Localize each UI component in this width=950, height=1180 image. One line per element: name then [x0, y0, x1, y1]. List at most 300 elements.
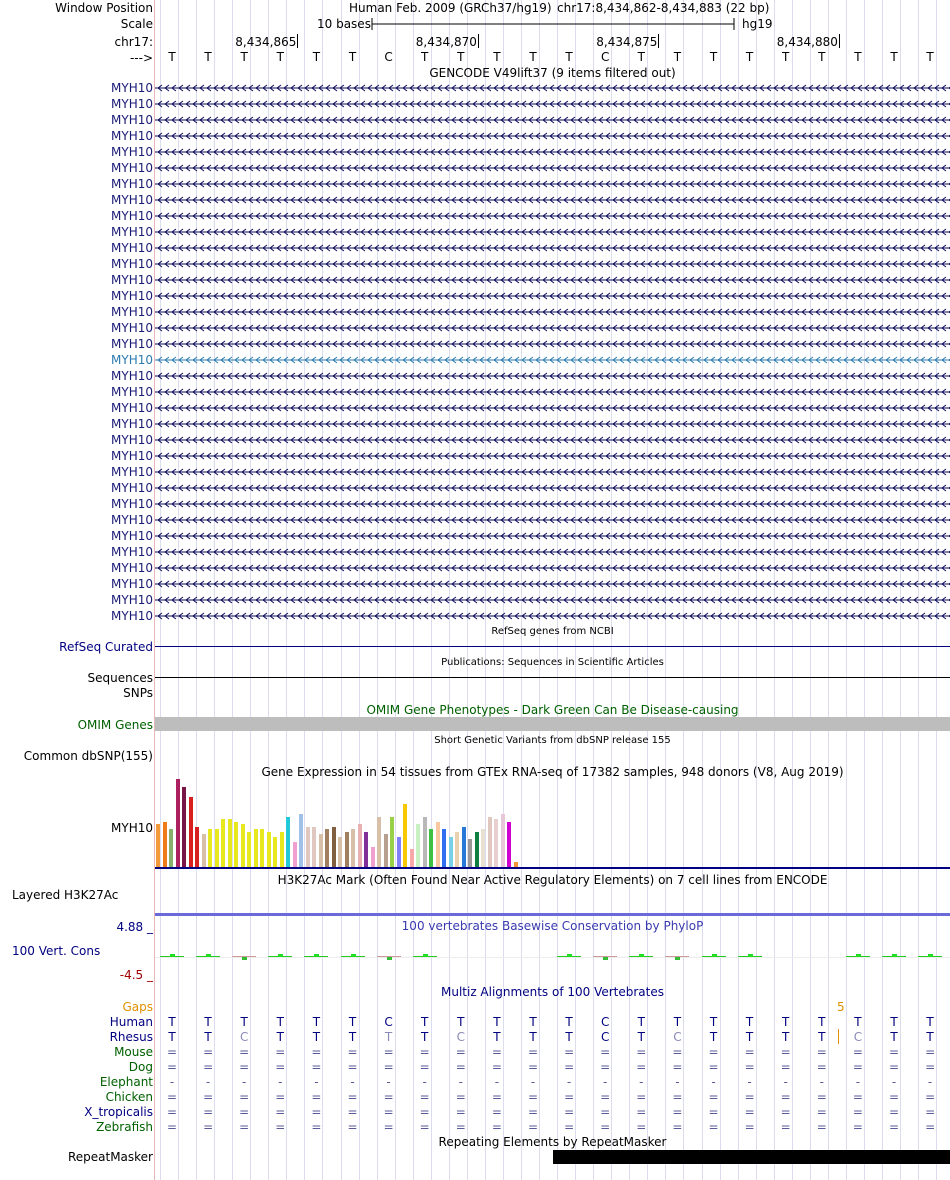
gtex-bar[interactable]: [384, 834, 388, 867]
gene-label[interactable]: MYH10: [111, 609, 153, 623]
gene-row[interactable]: [155, 248, 950, 250]
gene-label[interactable]: MYH10: [111, 497, 153, 511]
grid-line: [359, 0, 360, 1180]
base-letter: C: [600, 50, 610, 64]
gene-strand-chevrons: [155, 515, 950, 526]
gtex-chart[interactable]: [155, 776, 555, 867]
alignment-base: =: [166, 1120, 178, 1134]
grid-line: [611, 0, 612, 1180]
alignment-base: =: [275, 1045, 286, 1059]
grid-line: [900, 0, 901, 1180]
gtex-bar[interactable]: [319, 834, 323, 867]
base-letter: T: [421, 50, 429, 64]
gtex-bar[interactable]: [234, 822, 238, 867]
grid-line: [774, 0, 775, 1180]
grid-line: [575, 0, 576, 1180]
alignment-base: T: [637, 1030, 645, 1044]
alignment-base: -: [169, 1075, 175, 1089]
gtex-label[interactable]: MYH10: [111, 821, 153, 835]
gene-row[interactable]: [155, 88, 950, 90]
gtex-bar[interactable]: [351, 829, 355, 867]
phylop-mark: [675, 957, 680, 960]
alignment-base: =: [672, 1120, 683, 1134]
grid-line: [557, 0, 558, 1180]
alignment-base: =: [816, 1105, 827, 1119]
grid-line: [683, 0, 684, 1180]
alignment-base: T: [312, 1015, 321, 1029]
species-label[interactable]: Mouse: [114, 1045, 153, 1059]
gene-label[interactable]: MYH10: [111, 289, 153, 303]
species-label[interactable]: Rhesus: [109, 1030, 153, 1044]
species-label[interactable]: Zebrafish: [96, 1120, 153, 1134]
alignment-base: T: [384, 1030, 393, 1044]
phylop-title[interactable]: 100 vertebrates Basewise Conservation by PhyloP: [401, 919, 704, 933]
gtex-bar[interactable]: [293, 842, 297, 867]
gene-row[interactable]: [155, 616, 950, 618]
gene-row[interactable]: [155, 424, 950, 426]
alignment-base: =: [491, 1105, 502, 1119]
alignment-base: =: [708, 1120, 719, 1134]
gene-label[interactable]: MYH10: [111, 433, 153, 447]
grid-line: [341, 0, 342, 1180]
base-letter: T: [673, 50, 682, 64]
alignment-base: C: [384, 1015, 393, 1029]
gene-row[interactable]: [155, 408, 950, 410]
species-label[interactable]: Human: [109, 1015, 153, 1029]
h3k27ac-label[interactable]: Layered H3K27Ac: [12, 888, 119, 902]
base-letter: T: [240, 50, 248, 64]
alignment-base: =: [527, 1090, 539, 1104]
gene-label[interactable]: MYH10: [111, 209, 153, 223]
alignment-base: -: [458, 1075, 463, 1089]
alignment-base: =: [203, 1045, 214, 1059]
alignment-base: T: [529, 1030, 537, 1044]
alignment-base: =: [455, 1090, 466, 1104]
coord-label: 8,434,865: [235, 35, 297, 49]
grid-line: [250, 0, 251, 1180]
coord-label: 8,434,870: [415, 35, 477, 49]
repeatmasker-element[interactable]: [553, 1150, 950, 1164]
refseq-title[interactable]: RefSeq genes from NCBI: [491, 626, 614, 637]
gtex-bar[interactable]: [397, 837, 401, 867]
gene-row[interactable]: [155, 264, 950, 266]
gene-row[interactable]: [155, 472, 950, 474]
alignment-base: T: [493, 1015, 501, 1029]
gtex-bar[interactable]: [195, 827, 199, 867]
gtex-bar[interactable]: [338, 837, 342, 867]
gene-label[interactable]: MYH10: [111, 321, 153, 335]
publications-snps-label[interactable]: SNPs: [123, 686, 153, 700]
phylop-mark: [567, 954, 572, 957]
gene-row[interactable]: [155, 232, 950, 234]
grid-line: [268, 0, 269, 1180]
base-letter: T: [204, 50, 212, 64]
gtex-bar[interactable]: [228, 819, 232, 867]
gene-label[interactable]: MYH10: [111, 97, 153, 111]
gtex-bar[interactable]: [442, 829, 446, 867]
gene-row[interactable]: [155, 200, 950, 202]
gtex-bar[interactable]: [507, 822, 511, 867]
gtex-bar[interactable]: [488, 817, 492, 867]
alignment-base: =: [672, 1105, 683, 1119]
alignment-base: =: [239, 1045, 250, 1059]
gene-row[interactable]: [155, 504, 950, 506]
alignment-base: =: [311, 1120, 322, 1134]
gtex-bar[interactable]: [273, 837, 277, 867]
gtex-bar[interactable]: [468, 839, 472, 867]
gene-row[interactable]: [155, 312, 950, 314]
track-area[interactable]: [155, 0, 950, 1180]
gene-label[interactable]: MYH10: [111, 577, 153, 591]
gene-row[interactable]: [155, 328, 950, 330]
gene-row[interactable]: [155, 568, 950, 570]
gene-row[interactable]: [155, 552, 950, 554]
gtex-title[interactable]: Gene Expression in 54 tissues from GTEx RNA-seq of 17382 samples, 948 donors (V8, Aug 2019): [261, 765, 844, 779]
alignment-base: =: [708, 1090, 719, 1104]
phylop-mark: [603, 957, 608, 960]
alignment-base: =: [419, 1060, 430, 1074]
grid-line: [738, 0, 739, 1180]
gtex-bar[interactable]: [455, 832, 459, 867]
gene-label[interactable]: MYH10: [111, 449, 153, 463]
grid-line: [485, 0, 486, 1180]
gene-row[interactable]: [155, 488, 950, 490]
gtex-bar[interactable]: [358, 824, 362, 867]
gene-label[interactable]: MYH10: [111, 529, 153, 543]
base-letter: T: [709, 50, 718, 64]
gtex-bar[interactable]: [286, 817, 290, 867]
grid-line: [629, 0, 630, 1180]
gtex-bar[interactable]: [345, 832, 349, 867]
alignment-base: =: [780, 1105, 791, 1119]
alignment-base: T: [709, 1030, 718, 1044]
alignment-base: C: [600, 1030, 610, 1044]
alignment-base: -: [711, 1075, 716, 1089]
dbsnp-label[interactable]: Common dbSNP(155): [23, 749, 153, 763]
alignment-base: T: [421, 1015, 429, 1029]
gtex-bar[interactable]: [280, 832, 284, 867]
alignment-base: T: [637, 1015, 645, 1029]
grid-line: [810, 0, 811, 1180]
grid-line: [160, 0, 161, 1180]
h3k27ac-title[interactable]: H3K27Ac Mark (Often Found Near Active Regulatory Elements) on 7 cell lines from ENCODE: [277, 873, 828, 887]
gene-row[interactable]: [155, 216, 950, 218]
gene-label[interactable]: MYH10: [111, 545, 153, 559]
grid-line: [449, 0, 450, 1180]
species-label[interactable]: Elephant: [99, 1075, 153, 1089]
grid-line: [647, 0, 648, 1180]
alignment-base: =: [925, 1060, 936, 1074]
gtex-bar[interactable]: [429, 829, 433, 867]
gene-label[interactable]: MYH10: [111, 177, 153, 191]
gtex-bar[interactable]: [481, 829, 485, 867]
gtex-bar[interactable]: [312, 827, 316, 867]
gene-label[interactable]: MYH10: [111, 465, 153, 479]
gtex-bar[interactable]: [462, 827, 466, 867]
alignment-base: =: [672, 1090, 683, 1104]
gene-strand-chevrons: [155, 531, 950, 542]
alignment-base: =: [636, 1045, 647, 1059]
gtex-bar[interactable]: [176, 779, 180, 867]
alignment-base: =: [564, 1045, 575, 1059]
alignment-base: =: [744, 1045, 755, 1059]
alignment-base: T: [204, 1015, 212, 1029]
gene-label[interactable]: MYH10: [111, 353, 153, 367]
gene-strand-chevrons: [155, 323, 950, 334]
grid-line: [304, 0, 305, 1180]
gtex-bar[interactable]: [208, 829, 212, 867]
alignment-base: =: [744, 1060, 755, 1074]
gene-label[interactable]: MYH10: [111, 401, 153, 415]
phylop-mark: [928, 954, 933, 957]
gene-row[interactable]: [155, 584, 950, 586]
alignment-base: T: [348, 1030, 357, 1044]
alignment-base: =: [600, 1090, 611, 1104]
gene-row[interactable]: [155, 136, 950, 138]
gtex-bar[interactable]: [416, 824, 420, 867]
alignment-base: =: [527, 1105, 539, 1119]
alignment-base: =: [888, 1120, 900, 1134]
base-letter: T: [529, 50, 537, 64]
grid-line: [882, 0, 883, 1180]
alignment-base: =: [600, 1045, 611, 1059]
base-letter: T: [926, 50, 934, 64]
species-label[interactable]: Dog: [128, 1060, 153, 1074]
gene-strand-chevrons: [155, 211, 950, 222]
gtex-bar[interactable]: [241, 824, 245, 867]
base-letter: T: [565, 50, 573, 64]
publications-line[interactable]: [155, 677, 950, 678]
gene-label[interactable]: MYH10: [111, 337, 153, 351]
publications-sequences-label[interactable]: Sequences: [87, 671, 153, 685]
grid-line: [286, 0, 287, 1180]
coord-tick: [478, 34, 479, 48]
species-label[interactable]: X_tropicalis: [84, 1105, 153, 1119]
gtex-bar[interactable]: [247, 832, 251, 867]
gene-strand-chevrons: [155, 131, 950, 142]
gene-label[interactable]: MYH10: [111, 145, 153, 159]
coord-label: 8,434,875: [596, 35, 658, 49]
gene-row[interactable]: [155, 120, 950, 122]
alignment-base: =: [780, 1060, 791, 1074]
species-label[interactable]: Chicken: [105, 1090, 153, 1104]
omim-bar[interactable]: [155, 717, 950, 731]
gtex-bar[interactable]: [332, 827, 336, 867]
gtex-bar[interactable]: [449, 837, 453, 867]
alignment-base: =: [636, 1120, 647, 1134]
publications-title[interactable]: Publications: Sequences in Scientific Articles: [441, 657, 664, 668]
alignment-base: =: [527, 1120, 539, 1134]
gene-label[interactable]: MYH10: [111, 305, 153, 319]
gtex-bar[interactable]: [163, 822, 167, 867]
gene-row[interactable]: [155, 184, 950, 186]
gene-label[interactable]: MYH10: [111, 593, 153, 607]
alignment-base: -: [205, 1075, 211, 1089]
gene-label[interactable]: MYH10: [111, 241, 153, 255]
gene-label[interactable]: MYH10: [111, 385, 153, 399]
phylop-track[interactable]: [155, 930, 950, 980]
gene-label[interactable]: MYH10: [111, 369, 153, 383]
gtex-bar[interactable]: [423, 817, 427, 867]
multiz-title[interactable]: Multiz Alignments of 100 Vertebrates: [440, 985, 665, 999]
gene-label[interactable]: MYH10: [111, 481, 153, 495]
phylop-max-label: 4.88 _: [116, 920, 153, 934]
alignment-base: T: [673, 1015, 682, 1029]
scale-bar: [370, 16, 736, 32]
multiz-gaps-label: Gaps: [122, 1000, 153, 1014]
gtex-bar[interactable]: [254, 829, 258, 867]
omim-title[interactable]: OMIM Gene Phenotypes - Dark Green Can Be Disease-causing: [366, 703, 739, 717]
gtex-bar[interactable]: [494, 819, 498, 867]
refseq-line[interactable]: [155, 646, 950, 647]
gtex-bar[interactable]: [169, 829, 173, 867]
gtex-bar[interactable]: [377, 817, 381, 867]
gene-label[interactable]: MYH10: [111, 417, 153, 431]
gene-strand-chevrons: [155, 163, 950, 174]
gene-strand-chevrons: [155, 115, 950, 126]
alignment-base: -: [422, 1075, 427, 1089]
gtex-bar[interactable]: [189, 797, 193, 867]
gtex-bar[interactable]: [371, 847, 375, 867]
alignment-base: =: [383, 1105, 394, 1119]
alignment-base: -: [783, 1075, 788, 1089]
gene-row[interactable]: [155, 104, 950, 106]
gtex-bar[interactable]: [364, 832, 368, 867]
gene-row[interactable]: [155, 344, 950, 346]
gtex-bar[interactable]: [202, 834, 206, 867]
dbsnp-title[interactable]: Short Genetic Variants from dbSNP release 155: [434, 735, 671, 746]
gtex-bar[interactable]: [436, 822, 440, 867]
gtex-bar[interactable]: [403, 804, 407, 867]
alignment-base: =: [925, 1045, 936, 1059]
phylop-mark: [206, 954, 211, 957]
coord-tick: [658, 34, 659, 48]
grid-line: [196, 0, 197, 1180]
alignment-base: =: [780, 1120, 791, 1134]
alignment-base: T: [854, 1015, 862, 1029]
repeatmasker-label[interactable]: RepeatMasker: [67, 1150, 153, 1164]
multiz-gap-count: 5: [837, 1000, 845, 1014]
gencode-title[interactable]: GENCODE V49lift37 (9 items filtered out): [429, 66, 676, 80]
alignment-base: =: [347, 1120, 358, 1134]
gtex-bar[interactable]: [299, 814, 303, 867]
gene-row[interactable]: [155, 360, 950, 362]
grid-line: [467, 0, 468, 1180]
alignment-base: =: [744, 1105, 755, 1119]
alignment-base: -: [386, 1075, 391, 1089]
gtex-bar[interactable]: [267, 832, 271, 867]
grid-line: [521, 0, 522, 1180]
base-letter: T: [818, 50, 826, 64]
gene-label[interactable]: MYH10: [111, 561, 153, 575]
gene-label[interactable]: MYH10: [111, 257, 153, 271]
gene-label[interactable]: MYH10: [111, 129, 153, 143]
base-letter: T: [854, 50, 862, 64]
gtex-bar[interactable]: [475, 832, 479, 867]
gene-label[interactable]: MYH10: [111, 113, 153, 127]
base-letter: T: [637, 50, 645, 64]
alignment-base: T: [782, 1030, 790, 1044]
gtex-bar[interactable]: [501, 814, 505, 867]
gtex-bar[interactable]: [215, 829, 219, 867]
phylop-mark: [423, 954, 428, 957]
alignment-base: T: [818, 1030, 826, 1044]
gene-row[interactable]: [155, 456, 950, 458]
alignment-base: =: [275, 1105, 286, 1119]
alignment-base: =: [816, 1120, 827, 1134]
gtex-bar[interactable]: [182, 787, 186, 867]
gene-row[interactable]: [155, 280, 950, 282]
base-letter: C: [384, 50, 393, 64]
repeatmasker-title[interactable]: Repeating Elements by RepeatMasker: [438, 1135, 667, 1149]
grid-line: [322, 0, 323, 1180]
gtex-bar[interactable]: [306, 827, 310, 867]
alignment-base: =: [491, 1045, 502, 1059]
gtex-bar[interactable]: [156, 824, 160, 867]
gene-label[interactable]: MYH10: [111, 193, 153, 207]
alignment-base: =: [925, 1105, 936, 1119]
gene-row[interactable]: [155, 520, 950, 522]
alignment-base: =: [708, 1045, 719, 1059]
gene-label[interactable]: MYH10: [111, 225, 153, 239]
gene-row[interactable]: [155, 600, 950, 602]
coord-tick: [839, 34, 840, 48]
alignment-base: T: [782, 1015, 790, 1029]
gene-row[interactable]: [155, 536, 950, 538]
alignment-base: T: [421, 1030, 429, 1044]
alignment-base: =: [780, 1045, 791, 1059]
gene-label[interactable]: MYH10: [111, 81, 153, 95]
position-text: chr17:8,434,862-8,434,883 (22 bp): [557, 1, 770, 15]
multiz-gap-marker: [838, 1029, 839, 1044]
gene-row[interactable]: [155, 392, 950, 394]
gtex-bar[interactable]: [390, 817, 394, 867]
gene-row[interactable]: [155, 376, 950, 378]
omim-label[interactable]: OMIM Genes: [77, 718, 153, 732]
gene-label[interactable]: MYH10: [111, 273, 153, 287]
gtex-bar[interactable]: [325, 829, 329, 867]
refseq-label[interactable]: RefSeq Curated: [59, 640, 153, 654]
alignment-base: =: [311, 1090, 322, 1104]
gene-label[interactable]: MYH10: [111, 513, 153, 527]
gtex-bar[interactable]: [410, 849, 414, 867]
gtex-bar[interactable]: [221, 819, 225, 867]
gene-row[interactable]: [155, 152, 950, 154]
alignment-base: =: [888, 1090, 900, 1104]
phylop-label[interactable]: 100 Vert. Cons: [12, 944, 101, 958]
alignment-base: -: [242, 1075, 247, 1089]
alignment-base: -: [350, 1075, 355, 1089]
gene-row[interactable]: [155, 296, 950, 298]
gene-strand-chevrons: [155, 579, 950, 590]
grid-line: [846, 0, 847, 1180]
h3k27ac-bar[interactable]: [155, 913, 950, 916]
alignment-base: -: [494, 1075, 500, 1089]
gtex-bar[interactable]: [260, 829, 264, 867]
alignment-base: T: [457, 1015, 465, 1029]
base-letter: T: [782, 50, 790, 64]
gene-row[interactable]: [155, 168, 950, 170]
gene-row[interactable]: [155, 440, 950, 442]
alignment-base: -: [314, 1075, 319, 1089]
alignment-base: -: [891, 1075, 897, 1089]
alignment-base: T: [926, 1015, 934, 1029]
gene-label[interactable]: MYH10: [111, 161, 153, 175]
grid-line: [864, 0, 865, 1180]
alignment-base: T: [745, 1030, 754, 1044]
alignment-base: C: [239, 1030, 249, 1044]
gene-strand-chevrons: [155, 499, 950, 510]
